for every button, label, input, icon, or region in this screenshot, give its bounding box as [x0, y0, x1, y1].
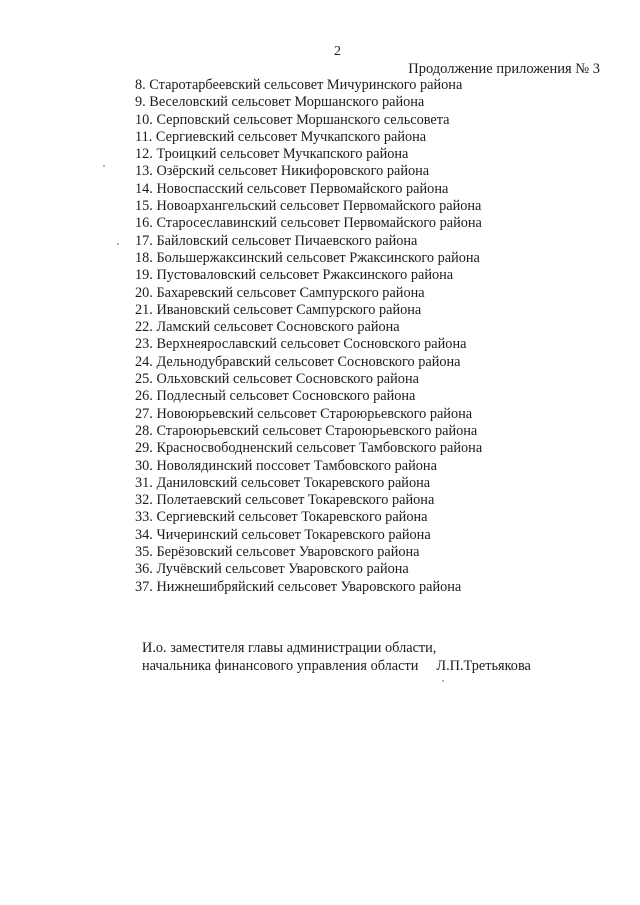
signatory-name: Л.П.Третьякова — [436, 657, 531, 674]
list-item: 35. Берёзовский сельсовет Уваровского района — [135, 544, 420, 561]
page-number: 2 — [334, 44, 341, 59]
list-item: 30. Новолядинский поссовет Тамбовского района — [135, 457, 437, 474]
list-item: 14. Новоспасский сельсовет Первомайского района — [135, 180, 449, 197]
list-item: 23. Верхнеярославский сельсовет Сосновского района — [135, 336, 467, 353]
list-item: 11. Сергиевский сельсовет Мучкапского района — [135, 128, 427, 145]
list-item: 18. Большержаксинский сельсовет Ржаксинского района — [135, 249, 480, 266]
list-item: 19. Пустоваловский сельсовет Ржаксинского района — [135, 267, 454, 284]
scan-speck — [442, 680, 444, 682]
list-item: 21. Ивановский сельсовет Сампурского района — [135, 301, 422, 318]
list-item: 15. Новоархангельский сельсовет Первомайского района — [135, 198, 482, 215]
list-item: 10. Серповский сельсовет Моршанского сельсовета — [135, 111, 450, 128]
signature-position-line2: начальника финансового управления области — [142, 657, 419, 674]
settlement-list — [135, 77, 482, 596]
list-item: 17. Байловский сельсовет Пичаевского района — [135, 232, 418, 249]
list-item: 8. Старотарбеевский сельсовет Мичуринского района — [135, 77, 463, 93]
list-item: 25. Ольховский сельсовет Сосновского района — [135, 371, 419, 388]
list-item: 28. Староюрьевский сельсовет Староюрьевского района — [135, 422, 478, 439]
list-item: 26. Подлесный сельсовет Сосновского района — [135, 388, 416, 405]
list-item: 13. Озёрский сельсовет Никифоровского района — [135, 163, 430, 180]
list-item: 32. Полетаевский сельсовет Токаревского района — [135, 492, 435, 509]
list-item: 36. Лучёвский сельсовет Уваровского района — [135, 561, 409, 578]
appendix-title: Продолжение приложения № 3 — [408, 61, 600, 77]
list-item: 34. Чичеринский сельсовет Токаревского района — [135, 526, 431, 543]
list-item: 37. Нижнешибряйский сельсовет Уваровского района — [135, 578, 462, 595]
list-item: 12. Троицкий сельсовет Мучкапского района — [135, 146, 409, 163]
list-item: 33. Сергиевский сельсовет Токаревского района — [135, 509, 428, 526]
list-item: 31. Даниловский сельсовет Токаревского района — [135, 474, 431, 491]
list-item: 16. Старосеславинский сельсовет Первомайского района — [135, 215, 482, 232]
list-item: 24. Дельнодубравский сельсовет Сосновского района — [135, 353, 461, 370]
signature-block — [142, 640, 531, 675]
list-item: 20. Бахаревский сельсовет Сампурского района — [135, 284, 425, 301]
signature-position-line1: И.о. заместителя главы администрации области, — [142, 640, 437, 656]
list-item: 22. Ламский сельсовет Сосновского района — [135, 319, 400, 336]
scan-speck — [117, 243, 119, 245]
list-item: 29. Красносвободненский сельсовет Тамбовского района — [135, 440, 483, 457]
list-item: 27. Новоюрьевский сельсовет Староюрьевского района — [135, 405, 473, 422]
list-item: 9. Веселовский сельсовет Моршанского района — [135, 94, 425, 111]
scan-speck — [103, 165, 105, 167]
